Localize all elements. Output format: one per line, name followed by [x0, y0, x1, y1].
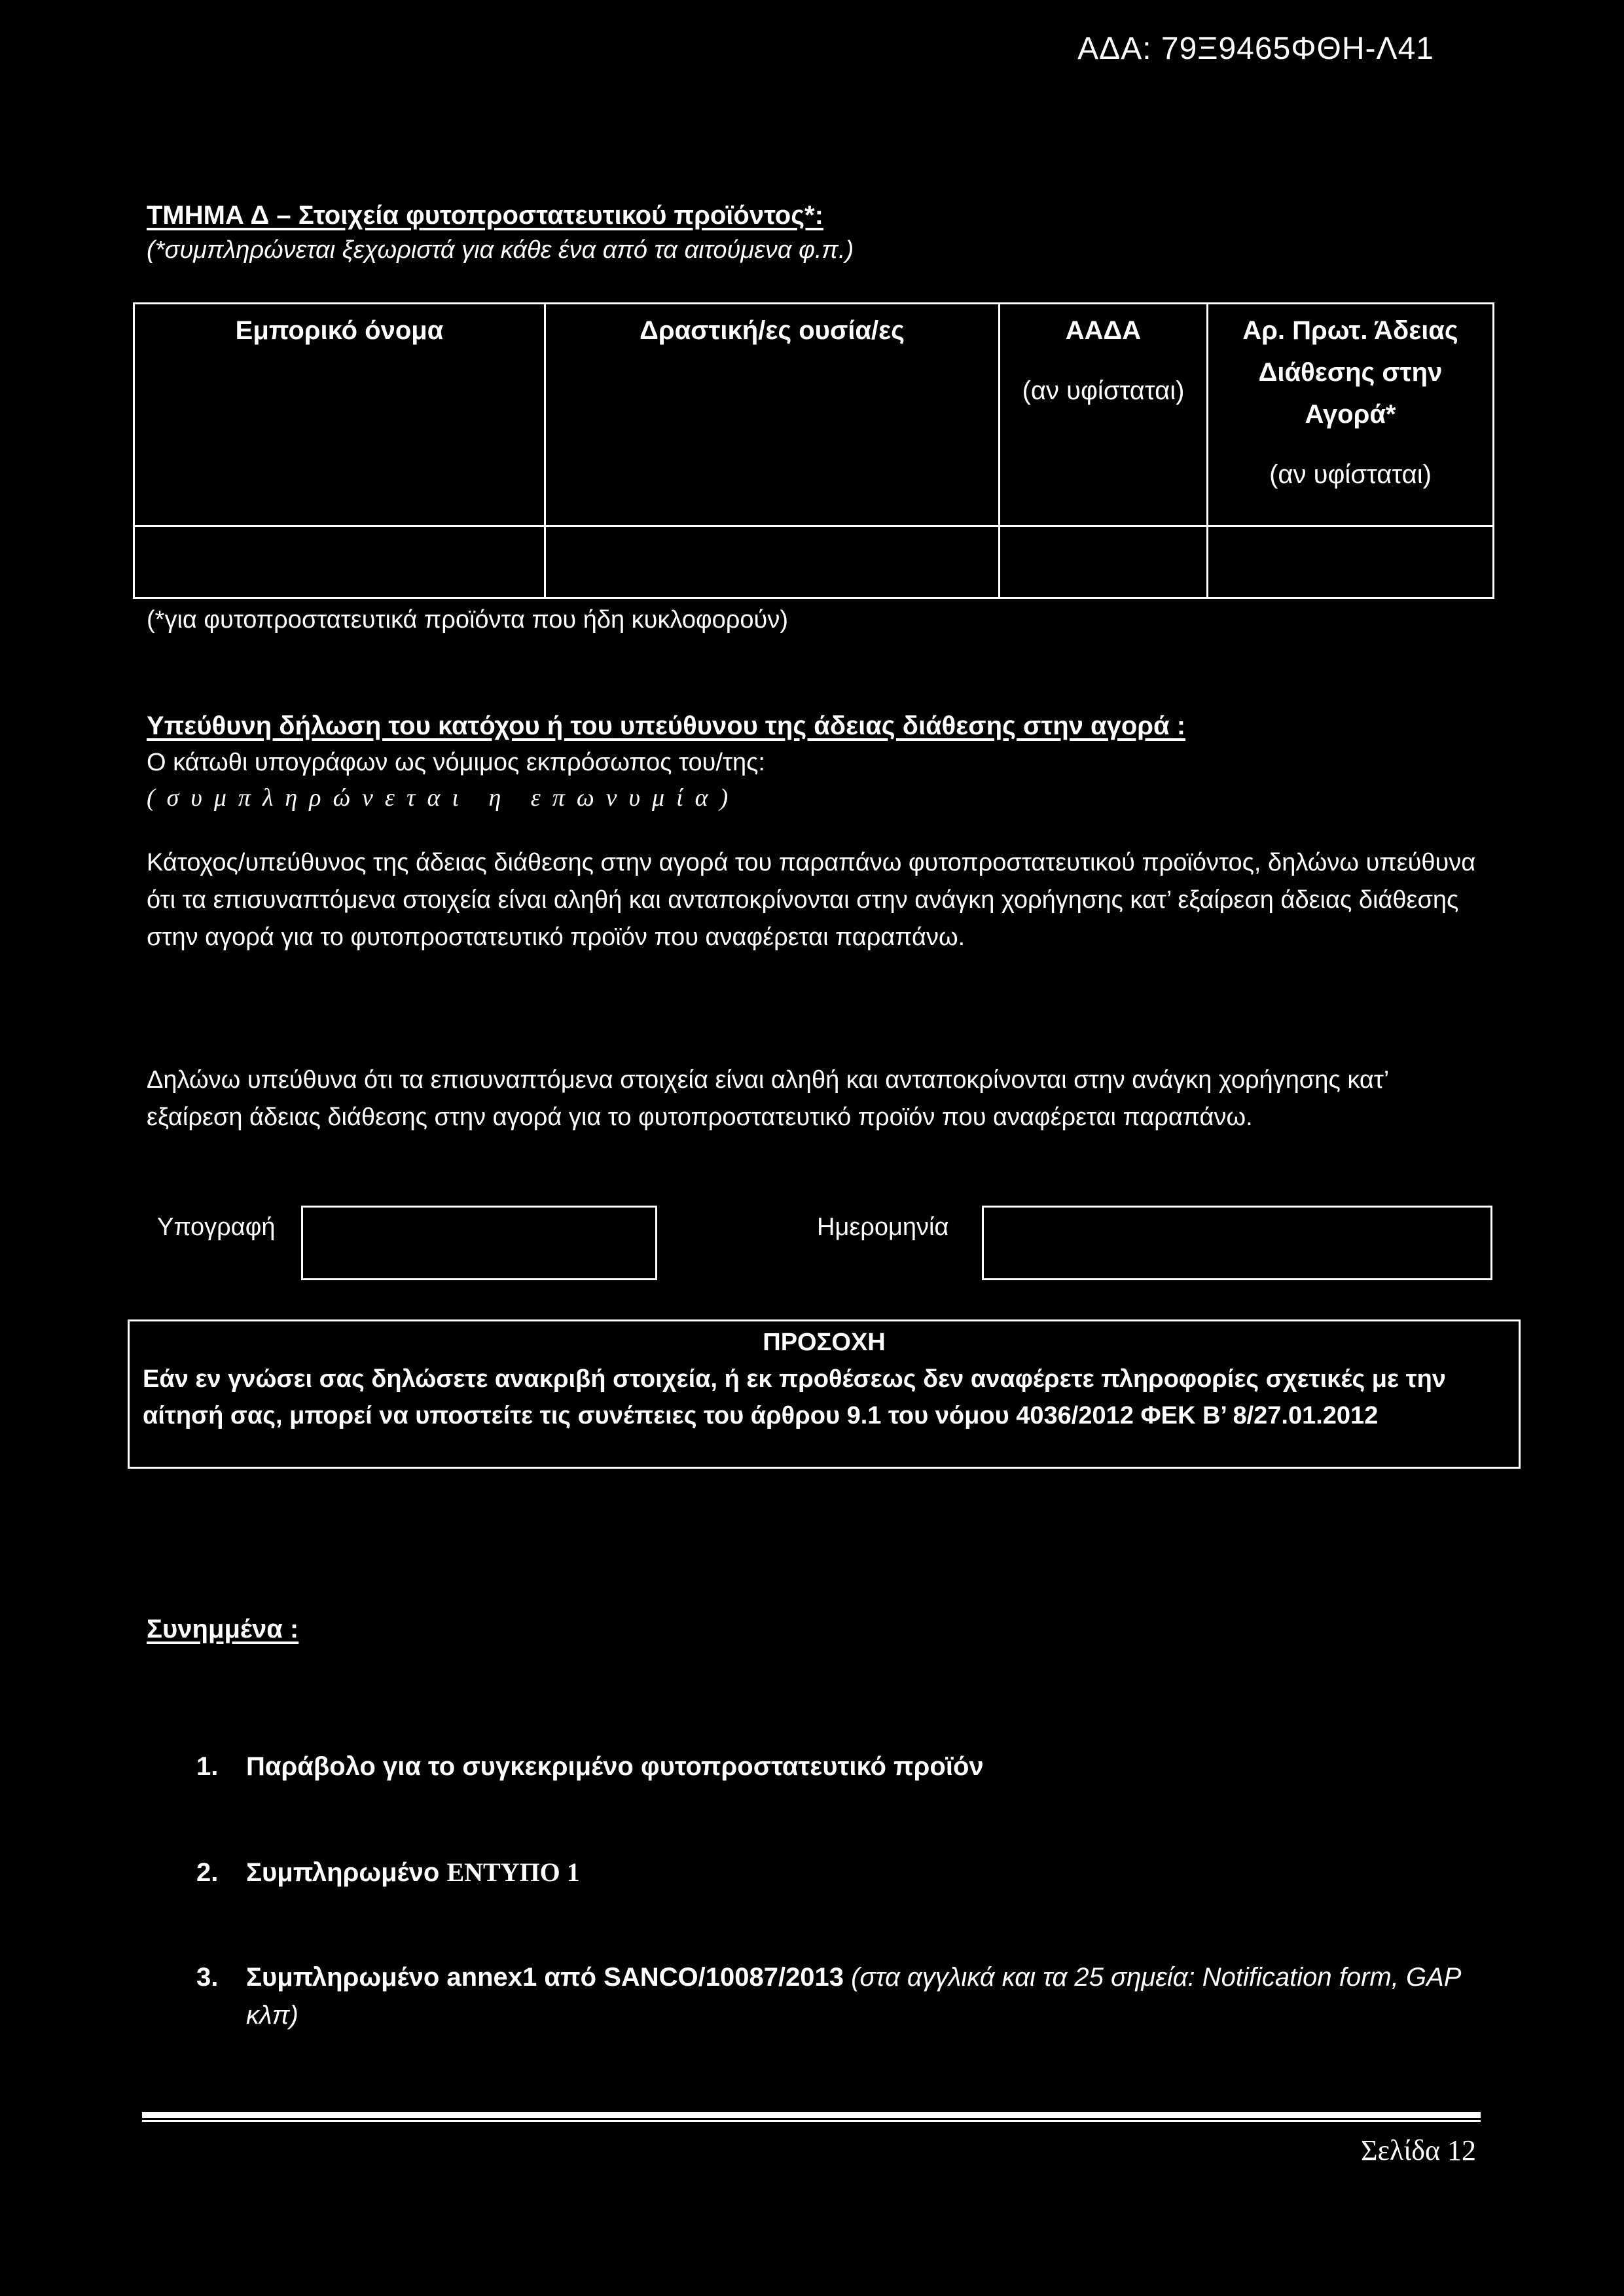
- ada-code: ΑΔΑ: 79Ξ9465ΦΘΗ-Λ41: [1077, 31, 1434, 66]
- attachment-text: Συμπληρωμένο annex1 από SANCO/10087/2013: [246, 1963, 844, 1992]
- footer-divider: [142, 2112, 1481, 2123]
- declaration-name-placeholder: (συμπληρώνεται η επωνυμία): [147, 784, 740, 812]
- attachment-note: (στα αγγλικά και τα 25 σημεία: Notification form, GAP κλπ): [246, 1963, 1460, 2030]
- footer-divider-thick: [142, 2112, 1481, 2118]
- cell-aada[interactable]: [1000, 526, 1208, 598]
- cell-permit-number[interactable]: [1208, 526, 1494, 598]
- attachment-number: 3.: [196, 1963, 219, 1992]
- col-aada-note: (αν υφίσταται): [1022, 376, 1185, 405]
- col-trade-name-label: Εμπορικό όνομα: [235, 316, 444, 345]
- attachment-text: Συμπληρωμένο: [246, 1858, 440, 1887]
- section-subtitle: (*συμπληρώνεται ξεχωριστά για κάθε ένα από τα αιτούμενα φ.π.): [147, 236, 854, 264]
- product-table-row: [134, 526, 1494, 598]
- warning-text: Εάν εν γνώσει σας δηλώσετε ανακριβή στοιχεία, ή εκ προθέσεως δεν αναφέρετε πληροφορίες σχετικές με την αίτησή σας, μπορεί να υποστείτε τις συνέπειες του άρθρου 9.1 του νόμου 4036/2012 ΦΕΚ Β’ 8/27.01.2012: [143, 1365, 1446, 1429]
- product-table: [133, 302, 1494, 599]
- table-footnote: (*για φυτοπροστατευτικά προϊόντα που ήδη κυκλοφορούν): [147, 606, 788, 634]
- attachment-form-name: ΕΝΤΥΠΟ 1: [446, 1857, 580, 1887]
- footer-divider-thin: [142, 2120, 1481, 2122]
- attachments-title: Συνημμένα :: [147, 1615, 299, 1643]
- warning-box: [128, 1319, 1521, 1469]
- declaration-representative-line: Ο κάτωθι υπογράφων ως νόμιμος εκπρόσωπος του/της:: [147, 749, 765, 776]
- product-table-header: [134, 304, 1494, 526]
- date-label: Ημερομηνία: [817, 1213, 949, 1241]
- section-title: ΤΜΗΜΑ Δ – Στοιχεία φυτοπροστατευτικού προϊόντος*:: [147, 201, 823, 230]
- col-permit-number-label: Αρ. Πρωτ. Άδειας Διάθεσης στην Αγορά*: [1242, 316, 1458, 429]
- declaration-title: Υπεύθυνη δήλωση του κατόχου ή του υπεύθυνου της άδειας διάθεσης στην αγορά :: [147, 711, 1186, 740]
- declaration-paragraph-holder: Κάτοχος/υπεύθυνος της άδειας διάθεσης στην αγορά του παραπάνω φυτοπροστατευτικού προϊόντος, δηλώνω υπεύθυνα ότι τα επισυναπτόμενα στοιχεία είναι αληθή και ανταποκρίνονται στην ανάγκη χορήγησης κατ’ εξαίρεση άδειας διάθεσης στην αγορά για το φυτοπροστατευτικό προϊόν που αναφέρεται παραπάνω.: [147, 849, 1476, 951]
- col-permit-number-note: (αν υφίσταται): [1269, 460, 1432, 489]
- attachment-item: [196, 1958, 1506, 2034]
- attachment-item: [196, 1748, 1506, 1785]
- attachment-item: [196, 1854, 1506, 1892]
- col-aada: [1000, 304, 1208, 526]
- col-trade-name: [134, 304, 545, 526]
- col-active-substance: [545, 304, 1000, 526]
- col-permit-number: [1208, 304, 1494, 526]
- attachment-number: 2.: [196, 1858, 219, 1887]
- signature-field[interactable]: [301, 1206, 657, 1280]
- cell-trade-name[interactable]: [134, 526, 545, 598]
- col-active-substance-label: Δραστική/ες ουσία/ες: [640, 316, 905, 345]
- attachment-text: Παράβολο για το συγκεκριμένο φυτοπροστατευτικό προϊόν: [246, 1752, 984, 1781]
- page-number: Σελίδα 12: [1360, 2134, 1476, 2166]
- date-field[interactable]: [982, 1206, 1492, 1280]
- cell-active-substance[interactable]: [545, 526, 1000, 598]
- warning-title: ΠΡΟΣΟΧΗ: [763, 1329, 886, 1356]
- signature-label: Υπογραφή: [157, 1213, 276, 1241]
- attachment-number: 1.: [196, 1752, 219, 1781]
- col-aada-label: ΑΑΔΑ: [1065, 316, 1142, 345]
- declaration-paragraph-responsible: Δηλώνω υπεύθυνα ότι τα επισυναπτόμενα στοιχεία είναι αληθή και ανταποκρίνονται στην ανάγκη χορήγησης κατ’ εξαίρεση άδειας διάθεσης στην αγορά για το φυτοπροστατευτικό προϊόν που αναφέρεται παραπάνω.: [147, 1066, 1388, 1131]
